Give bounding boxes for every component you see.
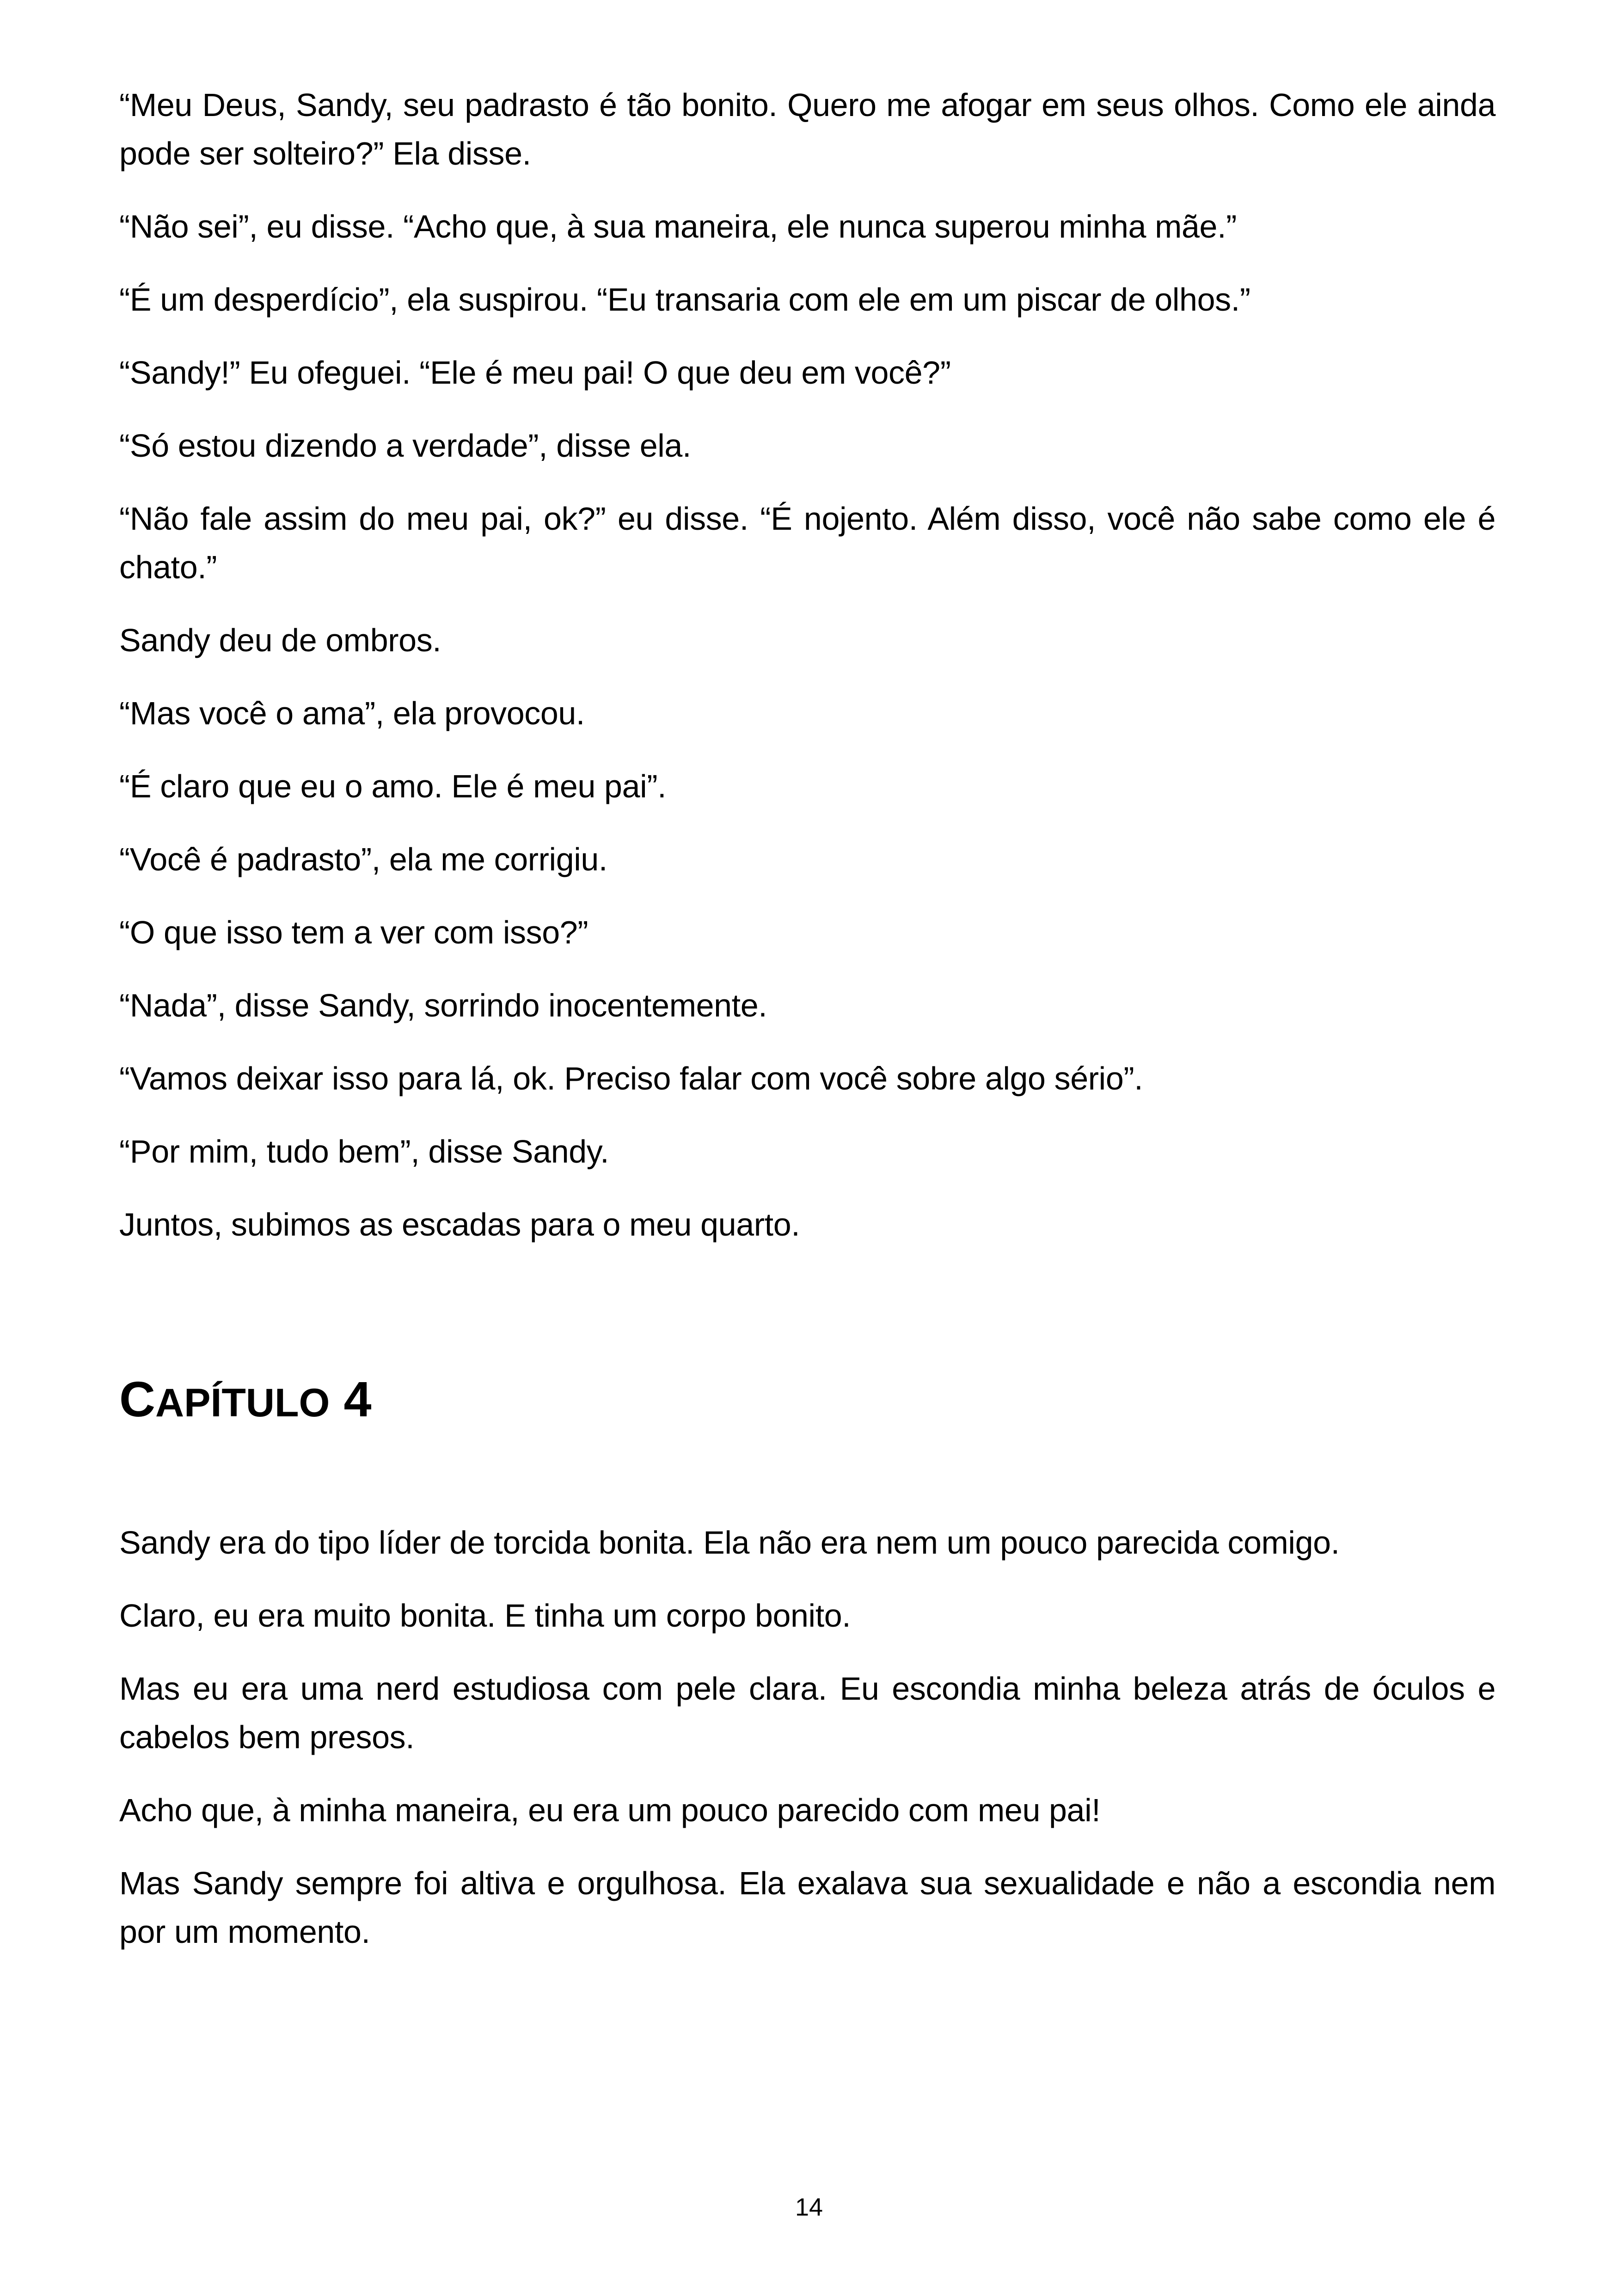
- page-body: [119, 81, 1495, 1981]
- chapter-heading-initial: C: [119, 1371, 155, 1427]
- chapter-heading-rest: APÍTULO: [155, 1381, 330, 1425]
- paragraph: Acho que, à minha maneira, eu era um pouco parecido com meu pai!: [119, 1792, 1101, 1828]
- paragraph: “Não sei”, eu disse. “Acho que, à sua maneira, ele nunca superou minha mãe.”: [119, 208, 1237, 245]
- paragraph: Sandy deu de ombros.: [119, 622, 441, 658]
- chapter-heading-number: 4: [330, 1371, 372, 1427]
- paragraph: “É um desperdício”, ela suspirou. “Eu transaria com ele em um piscar de olhos.”: [119, 282, 1250, 318]
- paragraph: “Você é padrasto”, ela me corrigiu.: [119, 841, 607, 877]
- paragraph: “Sandy!” Eu ofeguei. “Ele é meu pai! O que deu em você?”: [119, 355, 951, 391]
- paragraph: Mas Sandy sempre foi altiva e orgulhosa. Ela exalava sua sexualidade e não a escondia nem por um momento.: [119, 1865, 1495, 1950]
- paragraph: Claro, eu era muito bonita. E tinha um corpo bonito.: [119, 1598, 851, 1634]
- paragraph: “Por mim, tudo bem”, disse Sandy.: [119, 1133, 609, 1169]
- paragraph: “É claro que eu o amo. Ele é meu pai”.: [119, 768, 667, 804]
- paragraph: Mas eu era uma nerd estudiosa com pele clara. Eu escondia minha beleza atrás de óculos e cabelos bem presos.: [119, 1671, 1495, 1755]
- paragraph: “Vamos deixar isso para lá, ok. Preciso falar com você sobre algo sério”.: [119, 1060, 1143, 1096]
- paragraph: “Nada”, disse Sandy, sorrindo inocentemente.: [119, 987, 767, 1023]
- paragraph: “Meu Deus, Sandy, seu padrasto é tão bonito. Quero me afogar em seus olhos. Como ele ainda pode ser solteiro?” Ela disse.: [119, 87, 1495, 171]
- paragraph: “Mas você o ama”, ela provocou.: [119, 695, 585, 731]
- paragraph: “O que isso tem a ver com isso?”: [119, 914, 588, 950]
- paragraph: Sandy era do tipo líder de torcida bonita. Ela não era nem um pouco parecida comigo.: [119, 1525, 1340, 1561]
- chapter-heading: [119, 1369, 1495, 1433]
- page-number: 14: [795, 2193, 823, 2221]
- paragraph: “Só estou dizendo a verdade”, disse ela.: [119, 428, 691, 464]
- paragraph: Juntos, subimos as escadas para o meu quarto.: [119, 1206, 800, 1243]
- paragraph: “Não fale assim do meu pai, ok?” eu disse. “É nojento. Além disso, você não sabe como ele é chato.”: [119, 501, 1495, 585]
